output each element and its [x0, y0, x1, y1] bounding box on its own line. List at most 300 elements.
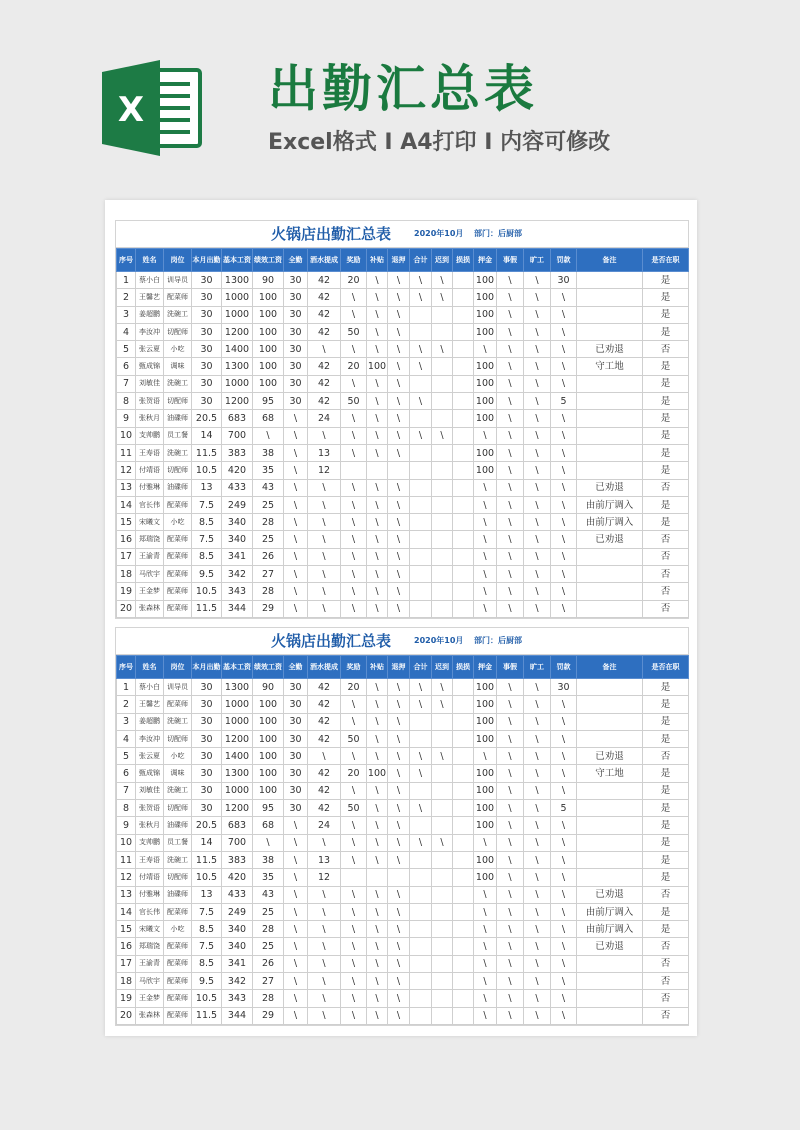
table-cell	[432, 938, 453, 955]
table-cell: 是	[643, 851, 689, 868]
table-cell: 12	[308, 462, 341, 479]
table-cell: 1200	[222, 323, 253, 340]
table-cell: 683	[222, 410, 253, 427]
table-cell: 守工地	[577, 358, 643, 375]
table-cell: 是	[643, 921, 689, 938]
table-cell: 30	[192, 730, 222, 747]
table-cell: 李汝冲	[136, 730, 164, 747]
table-cell: 郑瑞饶	[136, 938, 164, 955]
table-cell: 配菜师	[164, 903, 192, 920]
table-cell: \	[524, 306, 551, 323]
table-cell	[410, 782, 432, 799]
table-cell: \	[367, 444, 388, 461]
table-cell: 29	[253, 600, 284, 617]
table-cell: 是	[643, 903, 689, 920]
table-cell: 是	[643, 834, 689, 851]
table-cell: 5	[117, 341, 136, 358]
column-header: 合计	[410, 249, 432, 272]
table-cell: 100	[474, 289, 497, 306]
table-cell: 11.5	[192, 851, 222, 868]
table-cell: \	[432, 748, 453, 765]
table-cell: 42	[308, 696, 341, 713]
table-row	[117, 834, 689, 851]
table-cell: 8.5	[192, 514, 222, 531]
table-cell: \	[551, 782, 577, 799]
table-cell: \	[524, 696, 551, 713]
table-cell: 342	[222, 973, 253, 990]
table-cell: 配菜师	[164, 600, 192, 617]
table-cell: 700	[222, 427, 253, 444]
column-header: 损损	[453, 656, 474, 679]
table-cell: \	[341, 713, 367, 730]
table-cell: \	[308, 903, 341, 920]
table-cell: 19	[117, 583, 136, 600]
table-cell: 25	[253, 496, 284, 513]
table-cell: \	[367, 955, 388, 972]
table-cell: 30	[192, 375, 222, 392]
table-cell: 张贺语	[136, 800, 164, 817]
table-cell: \	[341, 817, 367, 834]
table-cell	[453, 800, 474, 817]
table-cell: \	[551, 289, 577, 306]
table-cell: \	[367, 479, 388, 496]
table-cell	[432, 531, 453, 548]
table-cell: \	[341, 696, 367, 713]
table-cell: \	[341, 851, 367, 868]
table-cell	[410, 566, 432, 583]
table-cell: \	[388, 903, 410, 920]
table-cell: 小吃	[164, 514, 192, 531]
table-cell: 是	[643, 323, 689, 340]
table-cell: 95	[253, 393, 284, 410]
table-cell: \	[524, 496, 551, 513]
table-cell: \	[284, 921, 308, 938]
table-cell: \	[474, 341, 497, 358]
table-cell: 14	[117, 496, 136, 513]
sheet-title-bar	[116, 628, 688, 655]
table-cell	[453, 289, 474, 306]
table-cell	[453, 375, 474, 392]
table-cell: \	[524, 341, 551, 358]
table-cell: \	[388, 444, 410, 461]
table-cell: \	[284, 548, 308, 565]
table-cell: \	[388, 548, 410, 565]
table-cell: \	[551, 600, 577, 617]
table-cell: \	[341, 427, 367, 444]
table-cell: \	[341, 973, 367, 990]
table-cell	[453, 566, 474, 583]
table-cell: \	[284, 886, 308, 903]
table-cell: \	[410, 272, 432, 289]
table-cell: \	[284, 869, 308, 886]
table-cell: 否	[643, 583, 689, 600]
table-cell: 7.5	[192, 531, 222, 548]
table-cell: \	[284, 531, 308, 548]
table-cell: \	[524, 973, 551, 990]
table-cell	[453, 903, 474, 920]
table-cell: 已劝退	[577, 479, 643, 496]
table-cell	[410, 869, 432, 886]
table-cell: \	[551, 869, 577, 886]
table-cell: 1200	[222, 393, 253, 410]
table-cell: 王金梦	[136, 990, 164, 1007]
table-cell	[432, 817, 453, 834]
table-cell: 28	[253, 921, 284, 938]
page-subtitle: Excel格式 I A4打印 I 内容可修改	[268, 130, 611, 155]
table-cell: 10	[117, 427, 136, 444]
table-cell: \	[341, 531, 367, 548]
table-cell: 7.5	[192, 903, 222, 920]
table-cell: 否	[643, 548, 689, 565]
table-cell: \	[474, 548, 497, 565]
table-cell: 20	[341, 765, 367, 782]
table-cell: \	[341, 410, 367, 427]
table-cell	[432, 713, 453, 730]
table-cell: \	[524, 765, 551, 782]
table-cell	[453, 410, 474, 427]
table-cell: 683	[222, 817, 253, 834]
table-cell: \	[341, 1007, 367, 1024]
table-cell: 30	[551, 272, 577, 289]
table-cell: 30	[284, 272, 308, 289]
table-cell: 30	[551, 679, 577, 696]
table-row	[117, 938, 689, 955]
table-cell: 100	[253, 358, 284, 375]
table-cell: \	[551, 341, 577, 358]
table-cell: \	[497, 600, 524, 617]
table-cell	[577, 679, 643, 696]
table-cell: \	[524, 1007, 551, 1024]
table-cell: 是	[643, 514, 689, 531]
table-cell: 42	[308, 393, 341, 410]
table-cell: \	[524, 921, 551, 938]
table-row	[117, 514, 689, 531]
table-cell: \	[253, 834, 284, 851]
table-cell: 17	[117, 548, 136, 565]
table-cell: \	[367, 548, 388, 565]
table-cell	[432, 886, 453, 903]
table-cell: 42	[308, 289, 341, 306]
table-cell: \	[388, 566, 410, 583]
table-cell: \	[388, 817, 410, 834]
table-cell: 20.5	[192, 410, 222, 427]
table-cell: \	[308, 566, 341, 583]
table-cell: 20	[341, 358, 367, 375]
table-cell	[410, 306, 432, 323]
table-cell: \	[388, 600, 410, 617]
table-cell: 26	[253, 548, 284, 565]
table-cell: 张云夏	[136, 341, 164, 358]
table-cell: 小吃	[164, 748, 192, 765]
table-cell	[432, 479, 453, 496]
table-cell: 4	[117, 730, 136, 747]
table-cell: \	[410, 427, 432, 444]
table-cell	[453, 730, 474, 747]
table-cell: \	[367, 713, 388, 730]
table-cell: \	[551, 444, 577, 461]
table-cell	[453, 886, 474, 903]
table-cell: 100	[474, 410, 497, 427]
table-cell	[432, 1007, 453, 1024]
column-header: 绩效工资	[253, 249, 284, 272]
table-cell: \	[284, 973, 308, 990]
table-cell: \	[551, 375, 577, 392]
table-cell: \	[524, 462, 551, 479]
table-cell: \	[432, 834, 453, 851]
table-cell: 30	[284, 730, 308, 747]
table-cell	[453, 393, 474, 410]
table-cell: 1300	[222, 272, 253, 289]
sheet-title: 火锅店出勤汇总表	[271, 225, 392, 243]
table-cell: 10.5	[192, 583, 222, 600]
table-cell: 249	[222, 903, 253, 920]
table-cell: 刘敏佳	[136, 782, 164, 799]
table-cell: \	[284, 817, 308, 834]
table-cell: \	[284, 955, 308, 972]
table-cell	[577, 869, 643, 886]
table-cell: 30	[284, 696, 308, 713]
table-cell: \	[551, 566, 577, 583]
table-cell	[432, 869, 453, 886]
table-cell: \	[497, 869, 524, 886]
table-cell: 30	[284, 713, 308, 730]
table-cell: 姜超鹏	[136, 713, 164, 730]
table-cell: \	[367, 272, 388, 289]
table-cell	[432, 375, 453, 392]
table-cell: 30	[192, 748, 222, 765]
column-header: 押金	[474, 249, 497, 272]
table-row	[117, 886, 689, 903]
table-cell	[341, 869, 367, 886]
table-cell: 宋曦文	[136, 514, 164, 531]
column-header: 基本工资	[222, 656, 253, 679]
table-cell: 42	[308, 679, 341, 696]
table-header-row	[117, 656, 689, 679]
table-cell: 50	[341, 730, 367, 747]
table-cell: 100	[474, 272, 497, 289]
table-cell: \	[551, 903, 577, 920]
table-cell: \	[388, 358, 410, 375]
table-cell	[577, 548, 643, 565]
table-row	[117, 306, 689, 323]
table-cell	[577, 1007, 643, 1024]
table-cell: 配菜师	[164, 496, 192, 513]
table-cell: \	[367, 921, 388, 938]
table-cell: 10.5	[192, 990, 222, 1007]
table-cell: 5	[551, 393, 577, 410]
table-cell: 8	[117, 393, 136, 410]
table-cell: 10.5	[192, 462, 222, 479]
table-cell	[432, 514, 453, 531]
table-cell: \	[367, 410, 388, 427]
table-cell: 50	[341, 323, 367, 340]
table-cell: \	[524, 272, 551, 289]
table-cell: \	[410, 748, 432, 765]
table-cell: \	[308, 496, 341, 513]
column-header: 损损	[453, 249, 474, 272]
table-cell: \	[410, 834, 432, 851]
column-header: 本月出勤	[192, 249, 222, 272]
table-cell: 已劝退	[577, 938, 643, 955]
table-row	[117, 782, 689, 799]
table-cell	[410, 479, 432, 496]
table-cell: \	[410, 800, 432, 817]
table-cell: 30	[284, 393, 308, 410]
column-header: 押金	[474, 656, 497, 679]
table-row	[117, 955, 689, 972]
table-cell	[432, 600, 453, 617]
table-cell: 30	[192, 358, 222, 375]
table-cell	[410, 548, 432, 565]
table-cell: 100	[474, 679, 497, 696]
table-cell: \	[308, 427, 341, 444]
table-cell	[577, 713, 643, 730]
table-cell: 100	[253, 375, 284, 392]
table-cell: 否	[643, 600, 689, 617]
table-cell: \	[341, 748, 367, 765]
table-cell: \	[388, 834, 410, 851]
table-cell	[453, 679, 474, 696]
table-cell: \	[551, 306, 577, 323]
table-cell: 30	[192, 323, 222, 340]
table-cell: 是	[643, 730, 689, 747]
table-cell: 100	[474, 462, 497, 479]
table-cell: \	[388, 713, 410, 730]
table-cell: 否	[643, 990, 689, 1007]
table-cell: \	[341, 921, 367, 938]
table-cell: 100	[253, 341, 284, 358]
table-cell: 11	[117, 851, 136, 868]
table-cell: \	[367, 817, 388, 834]
table-cell	[577, 272, 643, 289]
table-cell: 30	[284, 306, 308, 323]
table-cell: 100	[253, 289, 284, 306]
table-cell: 王渝青	[136, 955, 164, 972]
table-cell: \	[388, 496, 410, 513]
table-cell	[410, 973, 432, 990]
table-cell: 洗碗工	[164, 713, 192, 730]
table-cell	[453, 713, 474, 730]
table-cell: 42	[308, 358, 341, 375]
table-cell: \	[551, 765, 577, 782]
table-cell: 配菜师	[164, 289, 192, 306]
table-cell: \	[284, 566, 308, 583]
table-cell: 支帅鹏	[136, 427, 164, 444]
table-cell: \	[524, 748, 551, 765]
table-cell: 30	[284, 748, 308, 765]
table-cell: 5	[551, 800, 577, 817]
table-cell: 28	[253, 514, 284, 531]
table-cell: \	[497, 990, 524, 1007]
table-cell: 7	[117, 782, 136, 799]
attendance-sheet-1	[115, 220, 689, 619]
table-cell: \	[551, 713, 577, 730]
table-cell: 王寿语	[136, 851, 164, 868]
table-cell: 1000	[222, 375, 253, 392]
table-cell: \	[308, 921, 341, 938]
table-cell	[410, 817, 432, 834]
table-cell: \	[551, 323, 577, 340]
column-header: 岗位	[164, 656, 192, 679]
table-cell: \	[497, 566, 524, 583]
table-cell: \	[551, 851, 577, 868]
table-cell: \	[551, 817, 577, 834]
table-cell	[432, 955, 453, 972]
table-cell	[410, 514, 432, 531]
table-cell: 是	[643, 782, 689, 799]
table-cell: \	[308, 531, 341, 548]
table-cell	[410, 583, 432, 600]
table-cell: 6	[117, 358, 136, 375]
sheet-department: 部门：后厨部	[474, 636, 522, 645]
table-cell: \	[341, 955, 367, 972]
table-row	[117, 713, 689, 730]
table-cell: \	[497, 410, 524, 427]
table-cell: \	[524, 375, 551, 392]
table-cell: 已劝退	[577, 748, 643, 765]
table-cell	[453, 921, 474, 938]
table-cell: \	[551, 730, 577, 747]
table-cell: 张云夏	[136, 748, 164, 765]
table-cell: \	[341, 834, 367, 851]
table-cell: 洗碗工	[164, 851, 192, 868]
table-cell: 13	[117, 886, 136, 903]
table-cell: \	[284, 427, 308, 444]
table-cell: \	[341, 375, 367, 392]
table-cell	[453, 496, 474, 513]
table-cell: 王寿语	[136, 444, 164, 461]
table-cell: \	[551, 583, 577, 600]
table-cell: 100	[253, 748, 284, 765]
table-cell: 13	[117, 479, 136, 496]
column-header: 酒水提成	[308, 656, 341, 679]
table-cell: 切配师	[164, 869, 192, 886]
table-cell	[432, 410, 453, 427]
table-cell	[453, 869, 474, 886]
table-cell: \	[367, 323, 388, 340]
table-cell: 12	[117, 869, 136, 886]
table-cell: 68	[253, 817, 284, 834]
table-cell: 油碟师	[164, 817, 192, 834]
table-cell: \	[308, 886, 341, 903]
table-cell	[410, 938, 432, 955]
table-cell: 100	[474, 444, 497, 461]
table-cell: \	[497, 938, 524, 955]
table-cell: 340	[222, 514, 253, 531]
table-cell: 是	[643, 800, 689, 817]
table-cell: \	[497, 548, 524, 565]
table-header-row	[117, 249, 689, 272]
table-cell: 王馨艺	[136, 696, 164, 713]
table-cell: 切配师	[164, 462, 192, 479]
table-row	[117, 765, 689, 782]
table-cell: 10.5	[192, 869, 222, 886]
table-row	[117, 921, 689, 938]
table-cell: 13	[308, 444, 341, 461]
table-cell: \	[341, 289, 367, 306]
table-cell	[577, 462, 643, 479]
table-cell	[410, 1007, 432, 1024]
table-row	[117, 427, 689, 444]
table-cell: \	[367, 973, 388, 990]
table-cell	[432, 548, 453, 565]
table-cell: \	[432, 427, 453, 444]
table-cell: 1000	[222, 696, 253, 713]
table-cell: \	[410, 765, 432, 782]
table-cell: 由前厅调入	[577, 496, 643, 513]
table-cell: \	[524, 427, 551, 444]
table-cell: 8.5	[192, 921, 222, 938]
